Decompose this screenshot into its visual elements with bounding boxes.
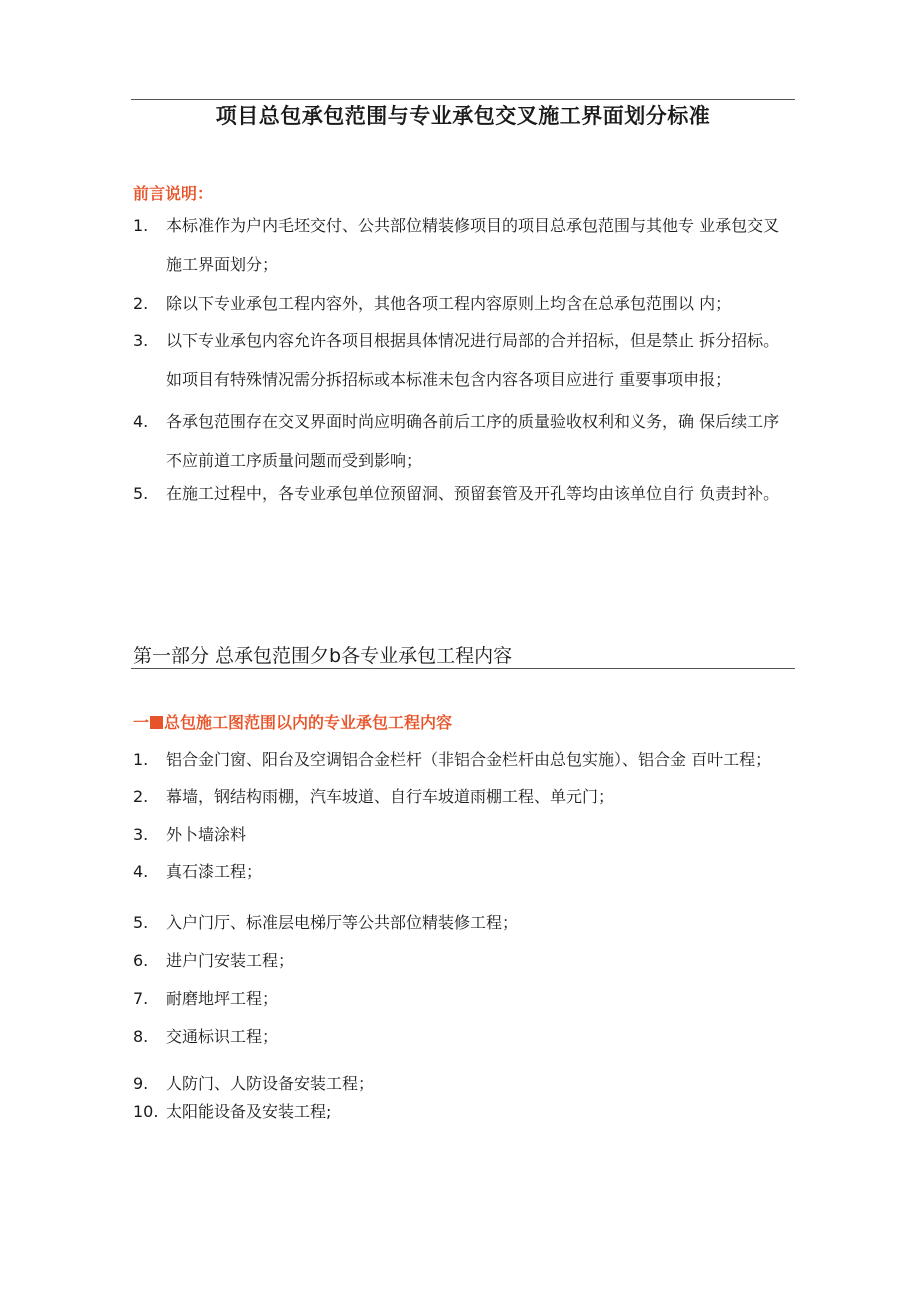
- item-number: 2.: [133, 787, 149, 806]
- page-title: 项目总包承包范围与专业承包交叉施工界面划分标准: [215, 104, 711, 128]
- list-item: [133, 853, 795, 890]
- item-number: 5.: [133, 913, 149, 932]
- item-number: 3.: [133, 825, 149, 844]
- item-text: 除以下专业承包工程内容外，其他各项工程内容原则上均含在总承包范围以 内；: [166, 294, 732, 313]
- list-item: [133, 402, 795, 480]
- section-list: [133, 740, 795, 1125]
- list-item: [133, 321, 795, 399]
- item-number: 1.: [133, 750, 149, 769]
- list-item: [133, 777, 795, 816]
- list-item: [133, 1018, 795, 1055]
- list-item: [133, 284, 795, 323]
- item-number: 2.: [133, 294, 149, 313]
- list-item: [133, 474, 795, 513]
- item-text: 本标准作为户内毛坯交付、公共部位精装修项目的项目总承包范围与其他专 业承包交叉施工界面划分；: [166, 216, 780, 274]
- section-heading-text: 总包施工图范围以内的专业承包工程内容: [164, 713, 453, 732]
- list-item: [133, 980, 795, 1018]
- preface-list: [133, 206, 795, 513]
- part-rule: [131, 668, 795, 669]
- item-number: 5.: [133, 484, 149, 503]
- list-item: [133, 1069, 795, 1099]
- item-text: 耐磨地坪工程；: [166, 989, 279, 1008]
- item-number: 1.: [133, 216, 149, 235]
- item-text: 幕墙，钢结构雨棚，汽车坡道、自行车坡道雨棚工程、单元门；: [166, 787, 615, 806]
- item-text: 以下专业承包内容允许各项目根据具体情况进行局部的合并招标，但是禁止 拆分招标。如项目有特殊情况需分拆招标或本标准未包含内容各项目应进行 重要事项申报；: [166, 331, 780, 389]
- item-text: 铝合金门窗、阳台及空调铝合金栏杆（非铝合金栏杆由总包实施）、铝合金 百叶工程；: [166, 750, 772, 769]
- item-number: 10.: [133, 1102, 159, 1121]
- list-item: [133, 1099, 795, 1125]
- item-text: 外卜墙涂料: [166, 825, 247, 844]
- item-text: 各承包范围存在交叉界面时尚应明确各前后工序的质量验收权利和义务，确 保后续工序不应前道工序质量问题而受到影响；: [166, 412, 780, 470]
- list-item: [133, 740, 795, 779]
- item-number: 9.: [133, 1074, 149, 1093]
- preface-heading: 前言说明：: [133, 184, 214, 203]
- item-number: 4.: [133, 862, 149, 881]
- item-text: 交通标识工程；: [166, 1027, 279, 1046]
- item-text: 在施工过程中，各专业承包单位预留洞、预留套管及开孔等均由该单位自行 负责封补。: [166, 484, 780, 503]
- item-number: 6.: [133, 951, 149, 970]
- item-number: 3.: [133, 331, 149, 350]
- item-text: 人防门、人防设备安装工程；: [166, 1074, 375, 1093]
- section-prefix: 一: [133, 713, 150, 732]
- item-text: 真石漆工程；: [166, 862, 263, 881]
- item-number: 8.: [133, 1027, 149, 1046]
- list-item: [133, 942, 795, 980]
- item-number: 4.: [133, 412, 149, 431]
- list-item: [133, 903, 795, 942]
- item-text: 进户门安装工程；: [166, 951, 295, 970]
- part-title: 第一部分 总承包范围夕b各专业承包工程内容: [133, 645, 513, 667]
- item-text: 太阳能设备及安装工程;: [166, 1102, 332, 1121]
- list-item: [133, 206, 795, 284]
- item-text: 入户门厅、标准层电梯厅等公共部位精装修工程；: [166, 913, 519, 932]
- section-heading: [133, 710, 452, 733]
- item-number: 7.: [133, 989, 149, 1008]
- list-item: [133, 816, 795, 853]
- square-bullet-icon: [150, 716, 163, 729]
